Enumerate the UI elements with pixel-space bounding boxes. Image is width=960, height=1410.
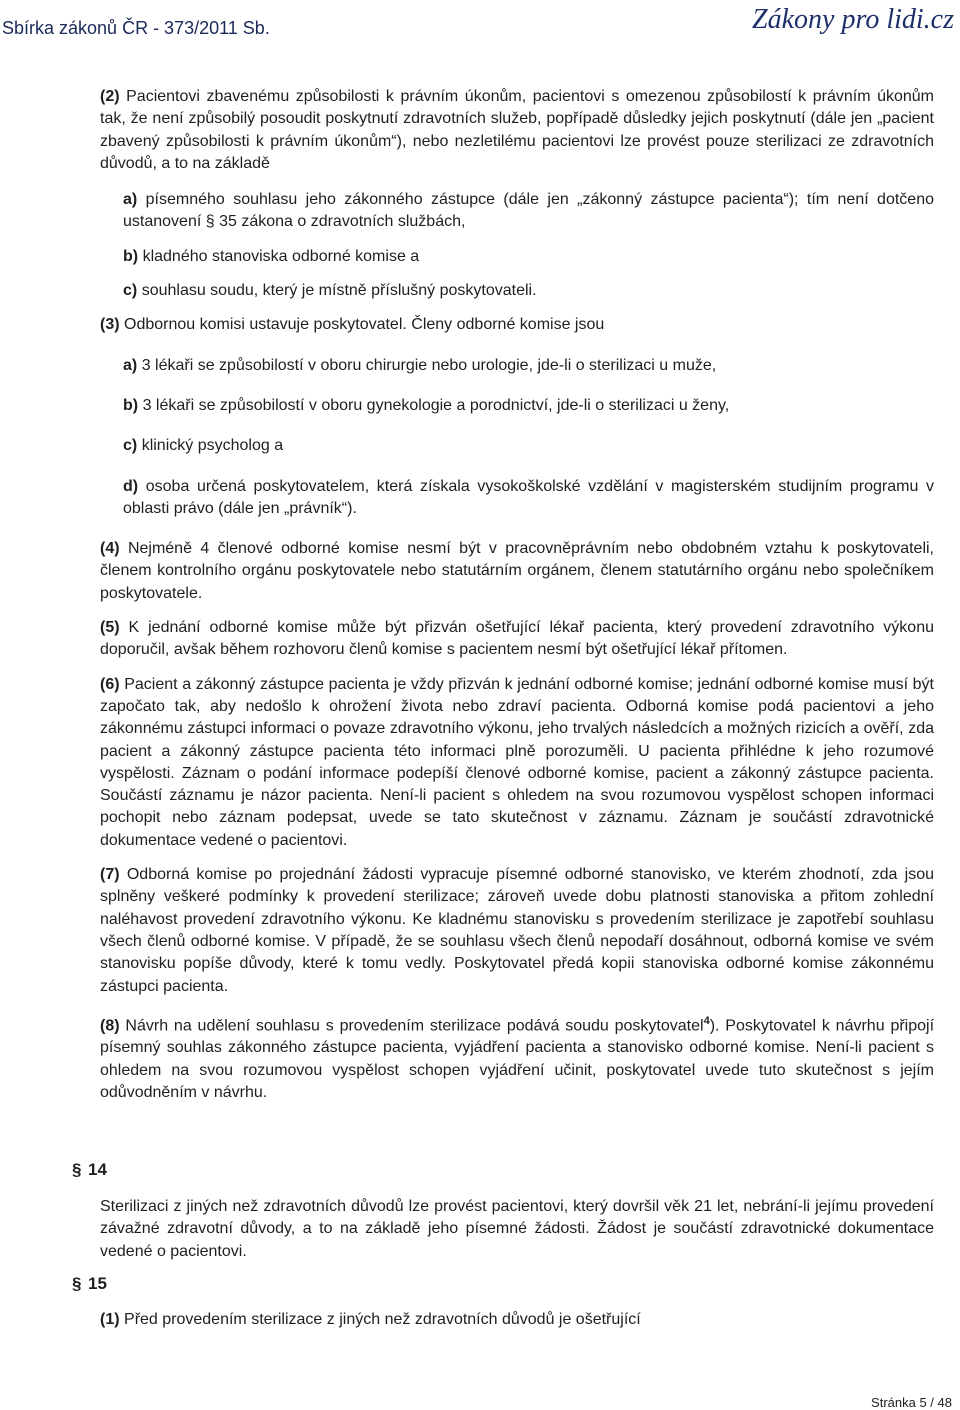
paragraph-8: [100, 1010, 934, 1105]
list-item: [123, 355, 934, 377]
paragraph-number: (5): [100, 619, 120, 637]
item-letter: c): [123, 282, 138, 300]
paragraph-text: Odborná komise po projednání žádosti vypracuje písemné odborné stanovisko, ve kterém zhodnotí, zda jsou splněny veškeré podmínky k provedení sterilizace; zároveň uvede dobu platnosti stanoviska a přitom zohlední naléhavost provedení zdravotního výkonu. Ke kladnému stanovisku s provedením sterilizace je zapotřebí souhlasu všech členů odborné komise. V případě, že se souhlasu všech členů nepodaří dosáhnout, odborná komise ve svém stanovisku popíše důvody, které k tomu vedly. Poskytovatel předá kopii stanoviska odborné komise zákonnému zástupci pacienta.: [100, 866, 935, 995]
paragraph-text: Nejméně 4 členové odborné komise nesmí být v pracovněprávním nebo obdobném vztahu k poskytovateli, členem kontrolního orgánu poskytovatele nebo statutárním orgánem, členem statutárního orgánu nebo společníkem poskytovatele.: [100, 540, 934, 602]
section-15-paragraph-1: [100, 1309, 934, 1331]
law-text: [100, 86, 934, 1116]
section-15-heading: [72, 1274, 107, 1294]
paragraph-text: Před provedením sterilizace z jiných než zdravotních důvodů je ošetřující: [124, 1311, 641, 1328]
paragraph-6: [100, 674, 934, 852]
paragraph-7: [100, 864, 934, 998]
section-sign: §: [72, 1160, 82, 1179]
item-text: písemného souhlasu jeho zákonného zástupce (dále jen „zákonný zástupce pacienta“); tím není dotčeno ustanovení § 35 zákona o zdravotních službách,: [123, 191, 934, 231]
item-text: 3 lékaři se způsobilostí v oboru gynekologie a porodnictví, jde-li o sterilizaci u ženy,: [142, 396, 730, 414]
list-item: [123, 435, 934, 457]
section-number: 15: [88, 1274, 107, 1293]
list-item: [123, 476, 934, 521]
paragraph-number: (3): [100, 316, 120, 334]
site-logo[interactable]: Zákony pro lidi.cz: [752, 4, 954, 35]
section-sign: §: [72, 1274, 82, 1293]
paragraph-number: (6): [100, 675, 120, 693]
item-letter: d): [123, 477, 139, 495]
item-letter: a): [123, 191, 138, 209]
item-letter: c): [123, 437, 138, 455]
section-number: 14: [88, 1160, 107, 1179]
paragraph-2-intro: [100, 86, 934, 175]
paragraph-3-intro: [100, 314, 934, 336]
item-text: klinický psycholog a: [141, 437, 284, 455]
list-item: [123, 246, 934, 268]
section-14-paragraph: Sterilizaci z jiných než zdravotních důvodů lze provést pacientovi, který dovršil věk 21 let, nebrání-li jejímu provedení závažné zdravotní důvody, a to na základě jeho písemné žádosti. Žádost je součástí zdravotnické dokumentace vedené o pacientovi.: [100, 1198, 934, 1260]
paragraph-text: K jednání odborné komise může být přizván ošetřující lékař pacienta, který provedení zdravotního výkonu doporučil, avšak během rozhovoru členů komise s pacientem nesmí být ošetřující lékař přítomen.: [100, 619, 934, 659]
paragraph-text: Návrh na udělení souhlasu s provedením sterilizace podává soudu poskytovatel: [125, 1017, 704, 1035]
item-text: 3 lékaři se způsobilostí v oboru chirurgie nebo urologie, jde-li o sterilizaci u muže,: [141, 356, 717, 374]
collection-title: Sbírka zákonů ČR - 373/2011 Sb.: [2, 18, 270, 38]
page-header: [0, 0, 960, 46]
paragraph-number: (8): [100, 1017, 120, 1035]
section-14-text: [100, 1196, 934, 1263]
paragraph-number: (1): [100, 1311, 120, 1328]
item-letter: a): [123, 356, 138, 374]
item-letter: b): [123, 396, 139, 414]
paragraph-number: (2): [100, 88, 120, 105]
paragraph-text: Odbornou komisi ustavuje poskytovatel. Členy odborné komise jsou: [124, 316, 605, 334]
paragraph-number: (4): [100, 540, 120, 558]
paragraph-text: ). Poskytovatel k návrhu připojí písemný souhlas zákonného zástupce pacienta, vyjádření pacienta a stanovisko odborné komise. Není-li pacient s ohledem na svou rozumovou vyspělost schopen vyjádření učinit, poskytovatel uvede tuto skutečnost s jejím odůvodněním v návrhu.: [100, 1017, 935, 1102]
paragraph-5: [100, 617, 934, 662]
item-text: osoba určená poskytovatelem, která získala vysokoškolské vzdělání v magisterském studijním programu v oblasti právo (dále jen „právník“).: [123, 477, 934, 517]
list-item: [123, 189, 934, 234]
list-item: [123, 395, 934, 417]
paragraph-text: Pacientovi zbavenému způsobilosti k právním úkonům, pacientovi s omezenou způsobilostí k právním úkonům tak, že není způsobilý posoudit poskytnutí zdravotních služeb, popřípadě důsledky jejich poskytnutí (dále jen „pacient zbavený způsobilosti k právním úkonům“), nebo nezletilému pacientovi lze provést pouze sterilizaci ze zdravotních důvodů, a to na základě: [100, 88, 935, 172]
section-15-text: [100, 1309, 934, 1331]
paragraph-text: Pacient a zákonný zástupce pacienta je vždy přizván k jednání odborné komise; jednání odborné komise musí být započato tak, aby nedošlo k ohrožení života nebo zdraví pacienta. Odborná komise podá pacientovi a jeho zákonnému zástupci informaci o povaze zdravotního výkonu, jeho trvalých následcích a možných rizicích a ověří, zda pacient a zákonný zástupce pacienta této informaci plně porozuměli. U pacienta přihlédne k jeho rozumové vyspělosti. Záznam o podání informace podepíší členové odborné komise, pacient a zákonný zástupce pacienta. Součástí záznamu je názor pacienta. Není-li pacient s ohledem na svou rozumovou vyspělost schopen informaci pochopit nebo záznam podepsat, uvede se tato skutečnost v záznamu. Záznam je součástí zdravotnické dokumentace vedené o pacientovi.: [100, 675, 934, 849]
page-number: Stránka 5 / 48: [871, 1395, 952, 1410]
item-text: souhlasu soudu, který je místně příslušný poskytovateli.: [141, 282, 537, 300]
list-item: [123, 280, 934, 302]
paragraph-4: [100, 538, 934, 605]
footnote-link[interactable]: 4: [703, 1014, 710, 1027]
item-letter: b): [123, 247, 139, 265]
item-text: kladného stanoviska odborné komise a: [142, 247, 420, 265]
paragraph-number: (7): [100, 866, 120, 884]
section-14-heading: [72, 1160, 107, 1180]
